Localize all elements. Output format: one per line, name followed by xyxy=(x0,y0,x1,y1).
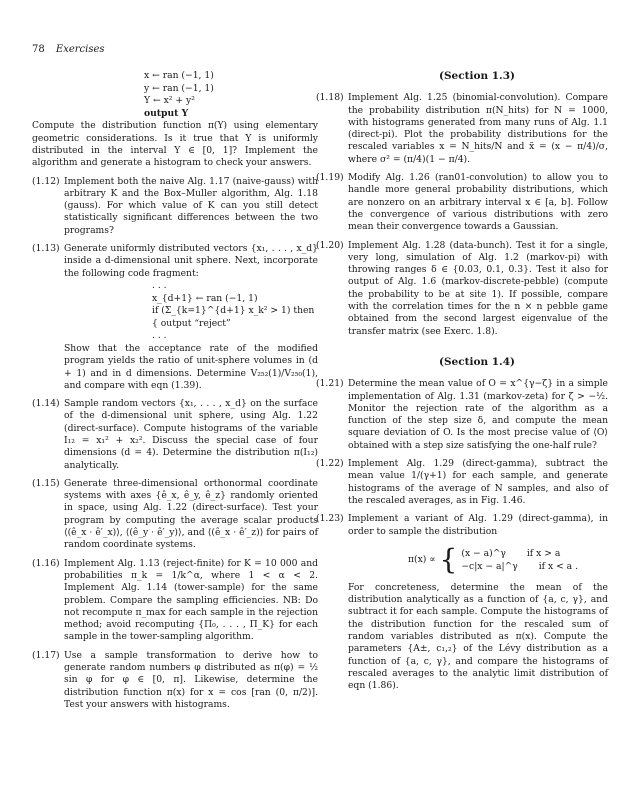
exercise-text: Implement Alg. 1.13 (reject-finite) for K = 10 000 and probabilities π_k = 1/k^α, where 1 < α < 2. Implement Alg. 1.14 (tower-sample) for the same problem. Compare the sampling efficiencies. NB: Do not recompute π_max for each sample in the rejection method; avoid recomputing {Π₀, . . . , Π_K} for each sample in the tower-sampling algorithm. xyxy=(64,557,318,643)
piecewise-formula xyxy=(408,542,608,576)
code-line: y ← ran (−1, 1) xyxy=(144,82,214,94)
exercise-1-12 xyxy=(32,176,318,237)
exercise-1-21 xyxy=(316,378,608,452)
exercise-number: (1.16) xyxy=(32,557,60,569)
exercise-number: (1.23) xyxy=(316,513,344,525)
code-line: output Υ xyxy=(144,107,189,119)
exercise-number: (1.15) xyxy=(32,477,60,489)
exercise-number: (1.22) xyxy=(316,458,344,470)
formula-case-2 xyxy=(461,560,578,573)
page-header xyxy=(32,44,105,55)
right-column xyxy=(316,70,608,692)
exercise-number: (1.20) xyxy=(316,239,344,251)
exercise-text-after: Show that the acceptance rate of the modified program yields the ratio of unit-sphere volumes in (d + 1) and in d dimensions. Determine V₂₅₂(1)/V₂₅₀(1), and compare with eqn (1.39). xyxy=(64,342,318,391)
exercise-text: Sample random vectors {x₁, . . . , x_d} on the surface of the d-dimensional unit sphere, using Alg. 1.22 (direct-surface). Compute histograms of the variable I₁₂ = x₁² + x₂². Discuss the special case of four dimensions (d = 4). Determine the distribution π(I₁₂) analytically. xyxy=(64,398,318,471)
exercise-text: Implement Alg. 1.25 (binomial-convolution). Compare the probability distribution π(N_hits) for N = 1000, with histograms generated from many runs of Alg. 1.1 (direct-pi). Plot the probability distributions for the rescaled variables x = N_hits/N and x̃ = (x − π/4)/σ, where σ² = (π/4)(1 − π/4). xyxy=(348,92,608,165)
case-condition: if x < a . xyxy=(538,560,579,572)
code-block-1 xyxy=(144,70,318,120)
left-brace-symbol: { xyxy=(439,542,458,576)
code-line: { output “reject” xyxy=(152,317,231,329)
exercise-body xyxy=(64,243,318,392)
code-line: if (Σ_{k=1}^{d+1} x_k² > 1) then xyxy=(152,305,315,317)
exercise-text: Determine the mean value of O = x^{γ−ζ} in a simple implementation of Alg. 1.31 (markov-zeta) for ζ > −½. Monitor the rejection rate of the algorithm as a function of the step size δ, and compute the mean square deviation of O. Is the most precise value of ⟨O⟩ obtained with a step size satisfying the one-half rule? xyxy=(348,378,608,451)
exercise-1-13 xyxy=(32,243,318,392)
running-title: Exercises xyxy=(55,44,105,55)
exercise-number: (1.14) xyxy=(32,398,60,410)
case-expression: (x − a)^γ xyxy=(461,547,506,559)
intro-paragraph: Compute the distribution function π(Υ) using elementary geometric considerations. Is it true that Υ is uniformly distributed in the interval Υ ∈ [0, 1]? Implement the algorithm and generate a histogram to check your answers. xyxy=(32,120,318,169)
exercise-number: (1.18) xyxy=(316,92,344,104)
exercise-number: (1.21) xyxy=(316,378,344,390)
page-number: 78 xyxy=(32,44,45,55)
section-heading-1-3: (Section 1.3) xyxy=(439,70,515,82)
exercise-text: Implement Alg. 1.28 (data-bunch). Test it for a single, very long, simulation of Alg. 1.2 (markov-pi) with throwing ranges δ ∈ {0.03, 0.1, 0.3}. Test it also for output of Alg. 1.6 (markov-discrete-pebble) (compute the probability to be at site 1). If possible, compare with the correlation times for the n × n pebble game obtained from the second largest eigenvalue of the transfer matrix (see Exerc. 1.8). xyxy=(348,239,608,337)
exercise-1-16 xyxy=(32,558,318,644)
exercise-1-20 xyxy=(316,240,608,338)
code-line: x_{d+1} ← ran (−1, 1) xyxy=(152,292,258,304)
exercise-number: (1.17) xyxy=(32,649,60,661)
code-line: . . . xyxy=(152,330,167,342)
formula-case-1 xyxy=(461,547,578,560)
exercise-number: (1.19) xyxy=(316,172,344,184)
exercise-text: Modify Alg. 1.26 (ran01-convolution) to allow you to handle more general probability distributions, which are nonzero on an arbitrary interval x ∈ [a, b]. Follow the convergence of various distributions with zero mean their convergence towards a Gaussian. xyxy=(348,172,608,233)
exercise-body xyxy=(348,513,608,692)
case-expression: −c|x − a|^γ xyxy=(461,560,518,572)
exercise-text-after: For concreteness, determine the mean of the distribution analytically as a function of {a, c, γ}, and subtract it for each sample. Compute the histograms of the distribution function for the rescaled sum of random variables distributed as π(x). Compute the parameters {A±, c₁,₂} of the Lévy distribution as a function of {a, c, γ}, and compare the histograms of rescaled averages to the analytic limit distribution of eqn (1.86). xyxy=(348,581,608,692)
code-line: Υ ← x² + y² xyxy=(144,95,195,107)
exercise-text: Use a sample transformation to derive how to generate random numbers φ distributed as π(φ) = ½ sin φ for φ ∈ [0, π]. Likewise, determine the distribution function π(x) for x = cos [ran (0, π/2)]. Test your answers with histograms. xyxy=(64,649,318,710)
exercise-number: (1.12) xyxy=(32,175,60,187)
left-column xyxy=(32,70,318,711)
exercise-text: Implement Alg. 1.29 (direct-gamma), subtract the mean value 1/(γ+1) for each sample, and generate histograms of the average of N samples, and also of the rescaled averages, as in Fig. 1.46. xyxy=(348,458,608,506)
exercise-text: Implement a variant of Alg. 1.29 (direct-gamma), in order to sample the distribution xyxy=(348,513,608,537)
exercise-1-14 xyxy=(32,398,318,472)
code-block-2 xyxy=(152,280,318,343)
exercise-1-23 xyxy=(316,513,608,692)
exercise-1-15 xyxy=(32,478,318,552)
case-condition: if x > a xyxy=(526,547,561,559)
section-heading-1-4: (Section 1.4) xyxy=(439,355,515,368)
exercise-1-18 xyxy=(316,92,608,166)
exercise-text: Generate three-dimensional orthonormal coordinate systems with axes {ê_x, ê_y, ê_z} randomly oriented in space, using Alg. 1.22 (direct-surface). Test your program by computing the average scalar products ⟨(ê_x · ê′_x)⟩, ⟨(ê_y · ê′_y)⟩, and ⟨(ê_x · ê′_z)⟩ for pairs of random coordinate systems. xyxy=(64,477,318,551)
formula-cases xyxy=(461,547,578,573)
exercise-1-19 xyxy=(316,172,608,233)
code-line: . . . xyxy=(152,279,167,291)
code-line: x ← ran (−1, 1) xyxy=(144,70,214,81)
exercise-1-17 xyxy=(32,650,318,711)
exercise-text: Implement both the naive Alg. 1.17 (naive-gauss) with arbitrary K and the Box–Muller algorithm, Alg. 1.18 (gauss). For which value of K can you still detect statistically significant differences between the two programs? xyxy=(64,175,318,236)
formula-lhs: π(x) ∝ xyxy=(408,553,436,565)
exercise-1-22 xyxy=(316,458,608,507)
exercise-text: Generate uniformly distributed vectors {x₁, . . . , x_d} inside a d-dimensional unit sphere. Next, incorporate the following code fragment: xyxy=(64,243,318,279)
exercise-number: (1.13) xyxy=(32,243,60,255)
